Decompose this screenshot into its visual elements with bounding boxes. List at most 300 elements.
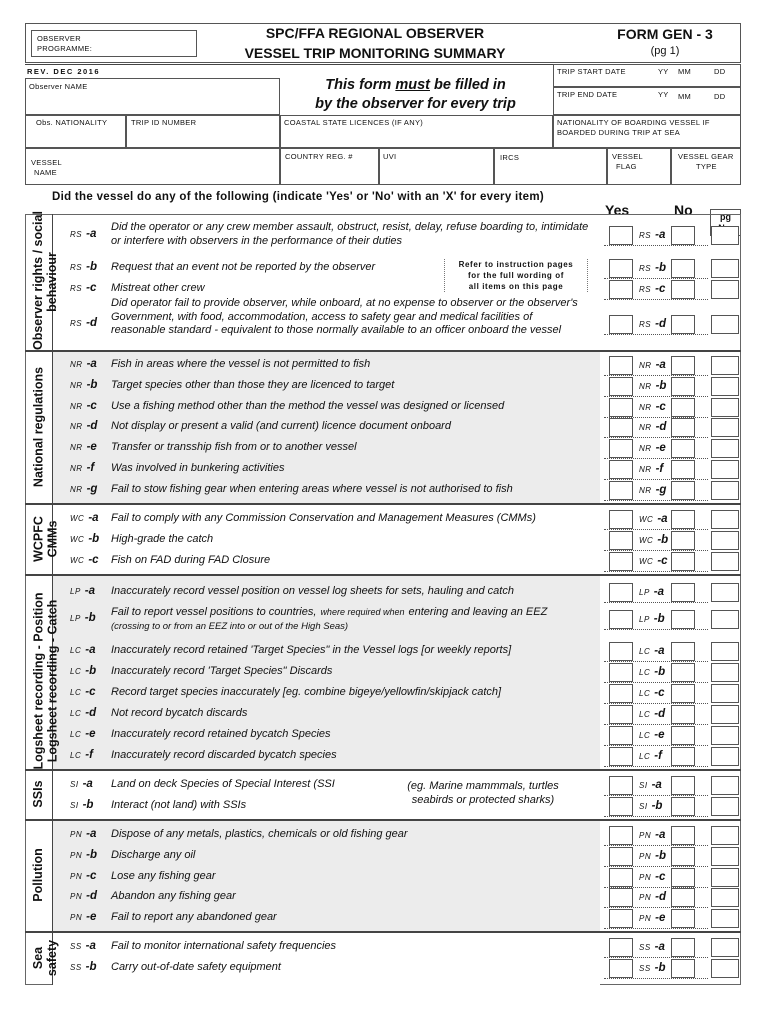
- section-divider: [25, 769, 741, 771]
- item-letter: -b: [86, 379, 98, 391]
- section-label-line: National regulations: [31, 366, 45, 488]
- item-code-lp-a: [70, 585, 95, 597]
- item-letter: -a: [88, 512, 99, 524]
- form-title-1: SPC/FFA REGIONAL OBSERVER: [265, 25, 485, 41]
- no-checkbox-lc-b[interactable]: [671, 663, 695, 682]
- right-code-ss-a: [639, 941, 665, 953]
- item-code-ss-b: [70, 961, 97, 973]
- right-prefix: NR: [639, 486, 652, 495]
- item-text-nr-e: Transfer or transship fish from or to another vessel: [111, 441, 357, 453]
- item-letter: -a: [85, 940, 96, 952]
- row-dots: [604, 703, 708, 704]
- item-text-lc-e: Inaccurately record retained bycatch Species: [111, 728, 331, 740]
- item-letter: -a: [82, 778, 93, 790]
- item-text-rs-b: Request that an event not be reported by the observer: [111, 261, 376, 273]
- right-letter: -b: [654, 962, 666, 974]
- refer-note-line-1: Refer to instruction pages: [458, 260, 574, 269]
- item-code-pn-d: [70, 890, 97, 902]
- yes-checkbox-rs-d[interactable]: [609, 315, 633, 334]
- must-line-2: by the observer for every trip: [315, 96, 516, 112]
- right-prefix: WC: [639, 536, 654, 545]
- right-prefix: NR: [639, 361, 652, 370]
- section-divider: [25, 819, 741, 821]
- section-label-line: Observer rights / social: [31, 211, 45, 350]
- item-text-nr-d: Not display or present a valid (and current) licence document onboard: [111, 420, 451, 432]
- yes-checkbox-rs-b[interactable]: [609, 259, 633, 278]
- item-letter: -a: [85, 644, 96, 656]
- yes-checkbox-ss-b[interactable]: [609, 959, 633, 978]
- row-dots: [604, 957, 708, 958]
- right-code-rs-b: [639, 262, 666, 274]
- section-divider: [25, 574, 741, 576]
- row-dots: [604, 396, 708, 397]
- yes-checkbox-nr-c[interactable]: [609, 398, 633, 417]
- right-code-pn-d: [639, 891, 666, 903]
- page-number-field-ss-a[interactable]: [711, 938, 739, 957]
- section-label-3: [31, 584, 59, 779]
- right-code-pn-b: [639, 850, 666, 862]
- right-prefix: NR: [639, 444, 652, 453]
- yes-checkbox-lc-f[interactable]: [609, 747, 633, 766]
- item-text-main: Fail to report vessel positions to countries,: [111, 606, 317, 618]
- item-code-lc-e: [70, 728, 95, 740]
- yes-checkbox-ss-a[interactable]: [609, 938, 633, 957]
- right-prefix: PN: [639, 873, 652, 882]
- revision-label: REV. DEC 2016: [27, 67, 101, 76]
- uvi-label: UVI: [383, 152, 397, 161]
- trip-start-date-field[interactable]: [553, 64, 741, 87]
- vessel-name-label-2: NAME: [34, 168, 57, 177]
- no-checkbox-si-b[interactable]: [671, 797, 695, 816]
- item-code-nr-f: [70, 462, 94, 474]
- row-dots: [604, 907, 708, 908]
- item-code-rs-b: [70, 261, 97, 273]
- observer-name-field[interactable]: [25, 78, 280, 115]
- vessel-name-field[interactable]: [25, 148, 280, 185]
- item-text-rs-c: Mistreat other crew: [111, 282, 205, 294]
- section-label-line: Logsheet recording - Catch: [45, 599, 59, 763]
- item-text-pn-b: Discharge any oil: [111, 849, 196, 861]
- no-checkbox-wc-b[interactable]: [671, 531, 695, 550]
- right-code-nr-a: [639, 359, 666, 371]
- right-prefix: LP: [639, 615, 650, 624]
- yes-checkbox-lc-a[interactable]: [609, 642, 633, 661]
- item-letter: -c: [85, 686, 96, 698]
- yes-checkbox-nr-a[interactable]: [609, 356, 633, 375]
- trip-start-yy: YY: [658, 67, 669, 76]
- vessel-gear-label-2: TYPE: [696, 162, 717, 171]
- item-prefix: NR: [70, 422, 83, 431]
- item-text-ss-b: Carry out-of-date safety equipment: [111, 961, 281, 973]
- item-text-wc-c: Fish on FAD during FAD Closure: [111, 554, 271, 566]
- right-code-rs-d: [639, 318, 666, 330]
- yes-checkbox-nr-f[interactable]: [609, 460, 633, 479]
- item-letter: -d: [86, 420, 98, 432]
- ircs-label: IRCS: [500, 153, 520, 162]
- yes-checkbox-nr-e[interactable]: [609, 439, 633, 458]
- item-letter: -c: [88, 554, 99, 566]
- yes-checkbox-lc-e[interactable]: [609, 726, 633, 745]
- right-code-lc-b: [639, 666, 665, 678]
- item-code-wc-a: [70, 512, 99, 524]
- yes-checkbox-si-b[interactable]: [609, 797, 633, 816]
- page-number-field-si-a[interactable]: [711, 776, 739, 795]
- page-number-field-lp-b[interactable]: [711, 610, 739, 629]
- item-prefix: NR: [70, 485, 83, 494]
- vessel-gear-field[interactable]: [671, 148, 741, 185]
- row-dots: [604, 571, 708, 572]
- vessel-name-label-1: VESSEL: [31, 158, 62, 167]
- trip-end-yy: YY: [658, 90, 669, 99]
- item-prefix: NR: [70, 464, 83, 473]
- no-checkbox-pn-a[interactable]: [671, 826, 695, 845]
- no-checkbox-lc-f[interactable]: [671, 747, 695, 766]
- right-prefix: SI: [639, 781, 648, 790]
- page-number-field-rs-d[interactable]: [711, 315, 739, 334]
- row-dots: [604, 845, 708, 846]
- no-checkbox-lp-a[interactable]: [671, 583, 695, 602]
- item-letter: -b: [85, 961, 97, 973]
- item-text-small: where required when: [320, 607, 405, 617]
- page-number-field-lp-a[interactable]: [711, 583, 739, 602]
- page-number-field-nr-b[interactable]: [711, 377, 739, 396]
- right-code-nr-d: [639, 421, 666, 433]
- item-code-rs-c: [70, 282, 96, 294]
- trip-id-field[interactable]: [126, 115, 280, 148]
- item-prefix: WC: [70, 514, 85, 523]
- right-code-si-b: [639, 800, 662, 812]
- right-letter: -d: [654, 708, 666, 720]
- trip-id-label: TRIP ID NUMBER: [131, 118, 197, 127]
- no-checkbox-wc-c[interactable]: [671, 552, 695, 571]
- right-code-nr-g: [639, 484, 666, 496]
- no-column-header: No: [674, 202, 693, 218]
- item-code-lc-d: [70, 707, 96, 719]
- item-code-rs-a: [70, 228, 96, 240]
- right-letter: -c: [655, 871, 666, 883]
- row-dots: [604, 602, 708, 603]
- page-number-field-wc-c[interactable]: [711, 552, 739, 571]
- item-code-pn-a: [70, 828, 96, 840]
- item-prefix: NR: [70, 360, 83, 369]
- yes-checkbox-si-a[interactable]: [609, 776, 633, 795]
- right-code-pn-a: [639, 829, 665, 841]
- yes-checkbox-rs-a[interactable]: [609, 226, 633, 245]
- observer-name-label: Observer NAME: [29, 82, 88, 91]
- page-number-field-nr-c[interactable]: [711, 398, 739, 417]
- observer-programme-box[interactable]: [31, 30, 197, 57]
- right-prefix: RS: [639, 231, 652, 240]
- item-text-pn-a: Dispose of any metals, plastics, chemicals or old fishing gear: [111, 828, 408, 840]
- yes-checkbox-pn-b[interactable]: [609, 847, 633, 866]
- page-number-field-nr-a[interactable]: [711, 356, 739, 375]
- item-prefix: LC: [70, 667, 82, 676]
- question-prompt: Did the vessel do any of the following (indicate 'Yes' or 'No' with an 'X' for every item): [52, 191, 544, 203]
- no-checkbox-pn-b[interactable]: [671, 847, 695, 866]
- country-reg-field[interactable]: [280, 148, 379, 185]
- item-code-lc-b: [70, 665, 96, 677]
- item-letter: -a: [84, 585, 96, 597]
- page-number-field-lc-f[interactable]: [711, 747, 739, 766]
- vessel-flag-field[interactable]: [607, 148, 671, 185]
- item-prefix: PN: [70, 830, 83, 839]
- must-fill-notice: [288, 76, 543, 114]
- item-letter: -c: [86, 400, 97, 412]
- yes-checkbox-lc-d[interactable]: [609, 705, 633, 724]
- item-prefix: SI: [70, 801, 79, 810]
- page-number-field-nr-g[interactable]: [711, 481, 739, 500]
- coastal-licences-field[interactable]: [280, 115, 553, 148]
- right-prefix: NR: [639, 465, 652, 474]
- item-letter: -b: [86, 261, 97, 273]
- yes-checkbox-lp-a[interactable]: [609, 583, 633, 602]
- page-number-field-wc-b[interactable]: [711, 531, 739, 550]
- yes-checkbox-lc-b[interactable]: [609, 663, 633, 682]
- right-code-lc-c: [639, 687, 664, 699]
- no-checkbox-pn-c[interactable]: [671, 868, 695, 887]
- right-code-lc-d: [639, 708, 665, 720]
- page-number-field-pn-c[interactable]: [711, 868, 739, 887]
- page-number-field-rs-b[interactable]: [711, 259, 739, 278]
- yes-checkbox-lp-b[interactable]: [609, 610, 633, 629]
- yes-checkbox-nr-d[interactable]: [609, 418, 633, 437]
- page-number-field-nr-e[interactable]: [711, 439, 739, 458]
- item-letter: -d: [85, 707, 97, 719]
- no-checkbox-nr-a[interactable]: [671, 356, 695, 375]
- no-checkbox-lc-d[interactable]: [671, 705, 695, 724]
- item-letter: -c: [86, 870, 97, 882]
- section-label-6: [31, 931, 59, 985]
- yes-checkbox-nr-b[interactable]: [609, 377, 633, 396]
- vessel-gear-label-1: VESSEL GEAR: [678, 152, 734, 161]
- item-text-nr-c: Use a fishing method other than the method the vessel was designed or licensed: [111, 400, 505, 412]
- item-text-lc-d: Not record bycatch discards: [111, 707, 248, 719]
- item-code-pn-e: [70, 911, 96, 923]
- row-dots: [604, 437, 708, 438]
- no-checkbox-wc-a[interactable]: [671, 510, 695, 529]
- right-prefix: LC: [639, 710, 651, 719]
- form-title-2: VESSEL TRIP MONITORING SUMMARY: [244, 45, 506, 61]
- right-code-lc-a: [639, 645, 664, 657]
- item-prefix: SS: [70, 942, 82, 951]
- yes-checkbox-wc-a[interactable]: [609, 510, 633, 529]
- no-checkbox-lc-a[interactable]: [671, 642, 695, 661]
- row-dots: [604, 299, 708, 300]
- item-letter: -e: [86, 911, 97, 923]
- right-letter: -b: [654, 666, 666, 678]
- no-checkbox-ss-b[interactable]: [671, 959, 695, 978]
- yes-checkbox-pn-d[interactable]: [609, 888, 633, 907]
- item-letter: -f: [86, 462, 95, 474]
- item-text-lc-b: Inaccurately record 'Target Species" Discards: [111, 665, 333, 677]
- right-letter: -a: [655, 359, 666, 371]
- row-dots: [604, 766, 708, 767]
- ssi-example-line-2: seabirds or protected sharks): [411, 794, 555, 806]
- vessel-flag-label-1: VESSEL: [612, 152, 643, 161]
- right-letter: -c: [655, 401, 666, 413]
- no-checkbox-nr-g[interactable]: [671, 481, 695, 500]
- item-text-rs-d: Did operator fail to provide observer, while onboard, at no expense to observer or the observer's Government, with food, accommodation, access to safety gear and medical facilities of reasonable standard - equivalent to those normally available to an officer onboard the vessel: [111, 297, 578, 336]
- row-dots: [604, 529, 708, 530]
- item-text-pn-c: Lose any fishing gear: [111, 870, 216, 882]
- no-checkbox-lc-c[interactable]: [671, 684, 695, 703]
- refer-note-line-2: for the full wording of: [467, 271, 564, 280]
- section-divider: [25, 931, 741, 933]
- ssi-example-note: [383, 779, 583, 807]
- page-number-field-si-b[interactable]: [711, 797, 739, 816]
- item-letter: -b: [86, 849, 97, 861]
- no-checkbox-nr-f[interactable]: [671, 460, 695, 479]
- page-number-field-lc-d[interactable]: [711, 705, 739, 724]
- no-checkbox-nr-c[interactable]: [671, 398, 695, 417]
- section-divider: [25, 503, 741, 505]
- pg-label: pg: [720, 212, 731, 222]
- page-number-field-lc-c[interactable]: [711, 684, 739, 703]
- page-number-field-lc-e[interactable]: [711, 726, 739, 745]
- right-letter: -b: [655, 262, 666, 274]
- item-prefix: PN: [70, 913, 83, 922]
- item-text-wc-a: Fail to comply with any Commission Conservation and Management Measures (CMMs): [111, 512, 536, 524]
- right-prefix: WC: [639, 515, 654, 524]
- yes-checkbox-wc-b[interactable]: [609, 531, 633, 550]
- obs-nationality-label: Obs. NATIONALITY: [36, 118, 108, 127]
- item-prefix: SS: [70, 963, 82, 972]
- trip-start-dd: DD: [714, 67, 726, 76]
- trip-end-date-field[interactable]: [553, 87, 741, 115]
- row-dots: [604, 661, 708, 662]
- yes-checkbox-pn-a[interactable]: [609, 826, 633, 845]
- section-label-line: Logsheet recording - Position: [31, 592, 45, 770]
- no-checkbox-si-a[interactable]: [671, 776, 695, 795]
- item-text-sub: (crossing to or from an EEZ into or out of the High Seas): [111, 621, 349, 632]
- page-number-field-lc-a[interactable]: [711, 642, 739, 661]
- right-letter: -c: [654, 687, 665, 699]
- item-code-nr-c: [70, 400, 97, 412]
- item-prefix: NR: [70, 402, 83, 411]
- refer-note-line-3: all items on this page: [468, 282, 564, 291]
- item-text-lp-a: Inaccurately record vessel position on vessel log sheets for sets, hauling and catch: [111, 585, 514, 597]
- right-letter: -b: [651, 800, 663, 812]
- row-dots: [604, 745, 708, 746]
- right-prefix: PN: [639, 852, 652, 861]
- page-number-field-pn-b[interactable]: [711, 847, 739, 866]
- no-checkbox-nr-b[interactable]: [671, 377, 695, 396]
- right-letter: -a: [657, 513, 668, 525]
- section-label-line: WCPFC: [31, 516, 45, 562]
- row-dots: [604, 795, 708, 796]
- no-checkbox-nr-d[interactable]: [671, 418, 695, 437]
- item-code-lp-b: [70, 612, 96, 624]
- observer-programme-label-2: PROGRAMME:: [37, 44, 93, 53]
- item-letter: -e: [86, 441, 97, 453]
- page-number-field-pn-a[interactable]: [711, 826, 739, 845]
- yes-checkbox-lc-c[interactable]: [609, 684, 633, 703]
- item-text-rs-a: Did the operator or any crew member assault, obstruct, resist, delay, refuse boarding to, intimidate or interfere with observers in the performance of their duties: [111, 221, 589, 247]
- page-label: (pg 1): [650, 45, 680, 57]
- right-code-nr-f: [639, 463, 663, 475]
- page-number-field-rs-c[interactable]: [711, 280, 739, 299]
- page-number-field-wc-a[interactable]: [711, 510, 739, 529]
- right-letter: -e: [655, 442, 666, 454]
- section-label-line: behaviour: [45, 252, 59, 312]
- item-prefix: LP: [70, 614, 81, 623]
- no-checkbox-ss-a[interactable]: [671, 938, 695, 957]
- page-number-field-pn-e[interactable]: [711, 909, 739, 928]
- item-letter: -d: [86, 317, 97, 329]
- right-prefix: LC: [639, 731, 651, 740]
- item-prefix: RS: [70, 263, 83, 272]
- uvi-field[interactable]: [379, 148, 494, 185]
- item-code-nr-d: [70, 420, 97, 432]
- must-word: must: [395, 77, 430, 93]
- right-prefix: PN: [639, 914, 652, 923]
- no-checkbox-pn-e[interactable]: [671, 909, 695, 928]
- row-dots: [604, 479, 708, 480]
- right-prefix: SS: [639, 964, 651, 973]
- obs-nationality-field[interactable]: [25, 115, 126, 148]
- section-divider: [25, 350, 741, 352]
- yes-checkbox-wc-c[interactable]: [609, 552, 633, 571]
- item-code-lc-f: [70, 749, 93, 761]
- no-checkbox-rs-c[interactable]: [671, 280, 695, 299]
- row-dots: [604, 334, 708, 335]
- page-number-field-pn-d[interactable]: [711, 888, 739, 907]
- yes-checkbox-nr-g[interactable]: [609, 481, 633, 500]
- no-checkbox-rs-a[interactable]: [671, 226, 695, 245]
- right-prefix: LC: [639, 647, 651, 656]
- page-number-field-nr-f[interactable]: [711, 460, 739, 479]
- no-checkbox-nr-e[interactable]: [671, 439, 695, 458]
- right-letter: -a: [654, 941, 665, 953]
- yes-column-header: Yes: [605, 202, 630, 218]
- page-number-field-lc-b[interactable]: [711, 663, 739, 682]
- page-number-field-nr-d[interactable]: [711, 418, 739, 437]
- right-code-wc-b: [639, 534, 668, 546]
- no-checkbox-pn-d[interactable]: [671, 888, 695, 907]
- right-letter: -b: [657, 534, 669, 546]
- yes-checkbox-pn-e[interactable]: [609, 909, 633, 928]
- right-letter: -f: [654, 750, 662, 762]
- yes-checkbox-pn-c[interactable]: [609, 868, 633, 887]
- item-code-nr-g: [70, 483, 97, 495]
- vessel-flag-label-2: FLAG: [616, 162, 637, 171]
- right-code-lp-b: [639, 613, 665, 625]
- section-label-line: Pollution: [31, 848, 45, 902]
- boarding-nationality-field[interactable]: [553, 115, 741, 148]
- form-id: FORM GEN - 3: [617, 26, 713, 42]
- no-checkbox-lp-b[interactable]: [671, 610, 695, 629]
- item-prefix: WC: [70, 535, 85, 544]
- section-label-line: Sea: [31, 946, 45, 970]
- trip-start-date-label: TRIP START DATE: [557, 67, 626, 76]
- no-checkbox-rs-b[interactable]: [671, 259, 695, 278]
- ircs-field[interactable]: [494, 148, 607, 185]
- section-label-line: SSIs: [31, 780, 45, 808]
- row-dots: [604, 816, 708, 817]
- right-code-pn-e: [639, 912, 665, 924]
- must-line-pre: This form: [325, 77, 396, 93]
- item-prefix: PN: [70, 872, 83, 881]
- no-checkbox-rs-d[interactable]: [671, 315, 695, 334]
- no-checkbox-lc-e[interactable]: [671, 726, 695, 745]
- page-number-field-rs-a[interactable]: [711, 226, 739, 245]
- right-letter: -c: [657, 555, 668, 567]
- item-text-after: entering and leaving an EEZ: [408, 606, 548, 618]
- ssi-example-line-1: (eg. Marine mammmals, turtles: [407, 780, 559, 792]
- yes-checkbox-rs-c[interactable]: [609, 280, 633, 299]
- right-prefix: LC: [639, 689, 651, 698]
- page-number-field-ss-b[interactable]: [711, 959, 739, 978]
